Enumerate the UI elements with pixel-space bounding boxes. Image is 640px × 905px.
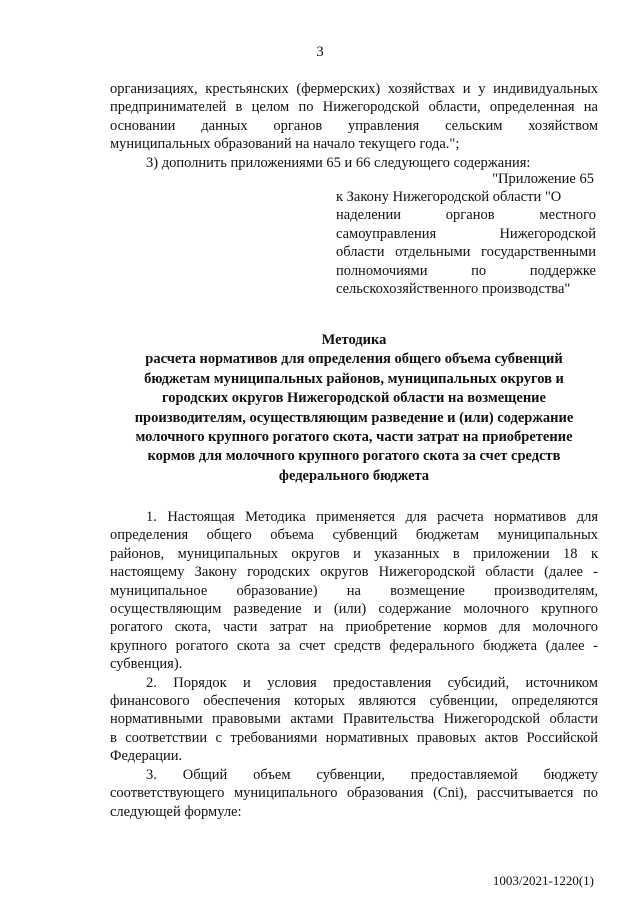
page-number: 3 <box>316 44 324 60</box>
paragraph-3 <box>110 766 598 821</box>
appendix-line: полномочиями по поддержке <box>336 262 596 279</box>
text-line: соответствующего муниципального образования (Cni), рассчитывается по <box>110 785 598 802</box>
text-line: предпринимателей в целом по Нижегородской области, определенная на <box>110 99 598 116</box>
title-line: расчета нормативов для определения общего объема субвенций <box>145 351 563 368</box>
text-line: 1. Настоящая Методика применяется для расчета нормативов для <box>146 509 598 525</box>
title-line: бюджетам муниципальных районов, муниципальных округов и <box>144 370 564 387</box>
paragraph-1 <box>110 508 598 674</box>
document-id: 1003/2021-1220(1) <box>492 873 594 888</box>
title-line: городских округов Нижегородской области на возмещение <box>162 390 546 407</box>
appendix-reference <box>336 188 596 298</box>
methodology-title <box>110 331 598 486</box>
text-line: муниципальных образований на начало текущего года."; <box>110 136 460 153</box>
text-line: основании данных органов управления сельским хозяйством <box>110 117 598 134</box>
text-line: в соответствии с требованиями нормативных правовых актов Российской <box>110 729 598 746</box>
text-line: 3. Общий объем субвенции, предоставляемой бюджету <box>146 766 598 783</box>
text-line: нормативными правовыми актами Правительства Нижегородской области <box>110 711 598 728</box>
appendix-line: сельскохозяйственного производства" <box>336 281 571 298</box>
appendix-line: самоуправления Нижегородской <box>336 225 596 242</box>
title-line: кормов для молочного крупного рогатого скота за счет средств <box>147 448 561 465</box>
methodology-body <box>110 508 598 821</box>
text-line: крупного рогатого скота за счет средств федерального бюджета (далее - <box>110 637 598 654</box>
text-line: районов, муниципальных округов и указанных в приложении 18 к <box>110 545 598 562</box>
text-line: определения общего объема субвенций бюджетам муниципальных <box>110 527 598 544</box>
text-line: настоящему Закону городских округов Нижегородской области (далее - <box>110 564 598 581</box>
intro-continuation <box>110 80 598 172</box>
appendix-heading: "Приложение 65 <box>492 171 594 187</box>
amendment-item-3: 3) дополнить приложениями 65 и 66 следующего содержания: <box>146 154 531 171</box>
text-line: 2. Порядок и условия предоставления субсидий, источником <box>146 674 598 691</box>
text-line: финансового обеспечения которых являются субвенции, определяются <box>110 693 598 710</box>
appendix-line: к Закону Нижегородской области "О <box>336 189 562 205</box>
title-line: производителям, осуществляющим разведение и (или) содержание <box>134 409 574 426</box>
text-line: осуществляющим разведение и (или) содержание молочного крупного <box>110 601 598 618</box>
text-line: Федерации. <box>110 748 183 765</box>
title-line: молочного крупного рогатого скота, части затрат на приобретение <box>135 429 573 446</box>
text-line: следующей формуле: <box>110 803 242 820</box>
appendix-line: наделении органов местного <box>336 207 596 224</box>
text-line: рогатого скота, части затрат на приобретение кормов для молочного <box>110 619 598 636</box>
appendix-line: области отдельными государственными <box>336 244 596 261</box>
text-line: субвенция). <box>110 656 183 673</box>
text-line: организациях, крестьянских (фермерских) хозяйствах и у индивидуальных <box>110 81 598 97</box>
text-line: муниципальное образование) на возмещение производителям, <box>110 582 598 599</box>
paragraph-2 <box>110 674 598 766</box>
title-line: Методика <box>321 332 387 348</box>
title-line: федерального бюджета <box>278 467 430 484</box>
